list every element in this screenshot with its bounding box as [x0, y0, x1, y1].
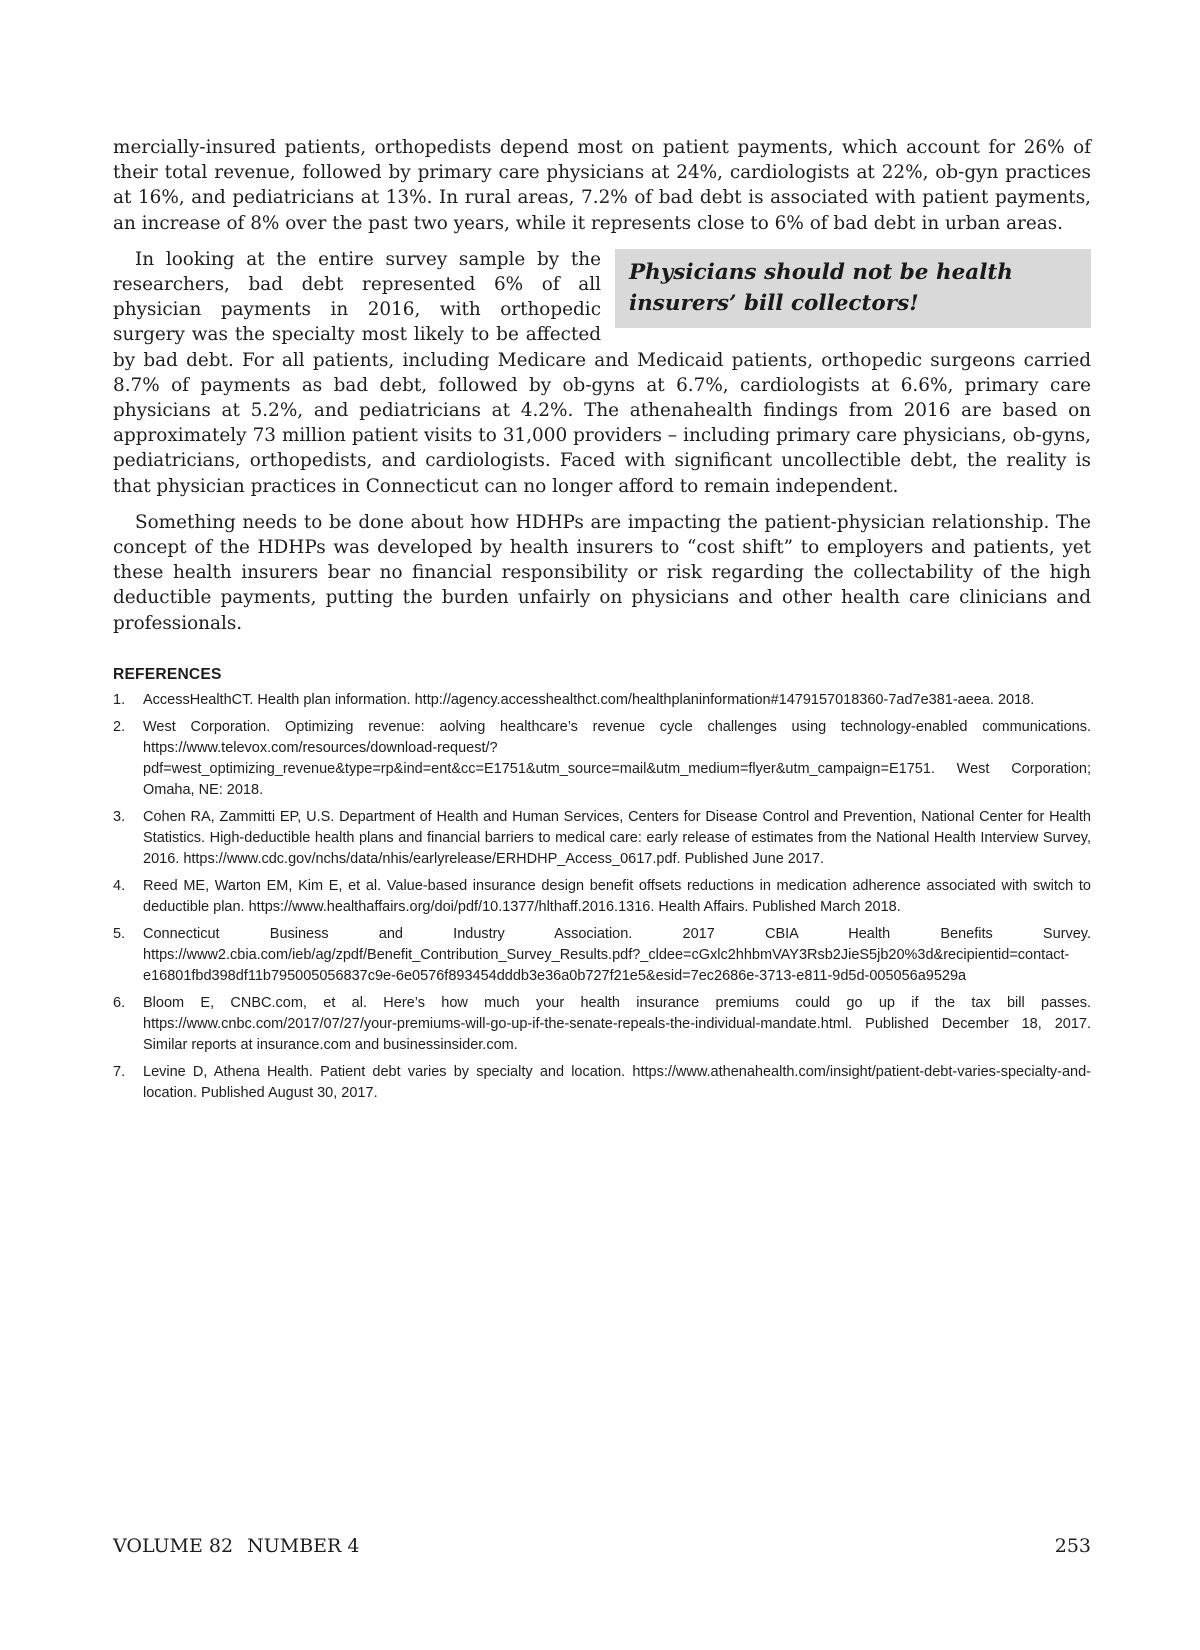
- reference-number: 1.: [113, 691, 126, 708]
- reference-list: [113, 690, 1091, 1104]
- body-paragraph-text: In looking at the entire survey sample by the researchers, bad debt represented 6% of all physician payments in 2016, with orthopedic surgery was the specialty most likely to be affected by bad debt. For all patients, including Medicare and Medicaid patients, orthopedic surgeons carried 8.7% of payments as bad debt, followed by ob-gyns at 6.7%, cardiologists at 6.6%, primary care physicians at 5.2%, and pediatricians at 4.2%. The athenahealth findings from 2016 are based on approximately 73 million patient visits to 31,000 providers – including primary care physicians, ob-gyns, pediatricians, orthopedists, and cardiologists. Faced with significant uncollectible debt, the reality is that physician practices in Connecticut can no longer afford to remain independent.: [113, 248, 1091, 497]
- reference-text: Levine D, Athena Health. Patient debt varies by specialty and location. https://www.athenahealth.com/insight/patient-debt-varies-specialty-and-location. Published August 30, 2017.: [143, 1063, 1091, 1101]
- pull-quote: Physicians should not be health insurers’ bill collectors!: [615, 249, 1091, 328]
- reference-item: [113, 690, 1091, 711]
- reference-item: [113, 876, 1091, 918]
- page-number: 253: [1054, 1535, 1091, 1557]
- issue-info: [113, 1535, 359, 1557]
- article-body: [113, 135, 1091, 1110]
- reference-text: West Corporation. Optimizing revenue: aolving healthcare’s revenue cycle challenges using technology-enabled communications. https://www.televox.com/resources/download-request/?pdf=west_optimizing_revenue&type=rp&ind=ent&cc=E1751&utm_source=mail&utm_medium=flyer&utm_campaign=E1751. West Corporation; Omaha, NE: 2018.: [143, 718, 1091, 798]
- reference-item: [113, 924, 1091, 987]
- reference-number: 3.: [113, 808, 126, 825]
- page-footer: [113, 1535, 1091, 1557]
- reference-text: Bloom E, CNBC.com, et al. Here’s how much your health insurance premiums could go up if the tax bill passes. https://www.cnbc.com/2017/07/27/your-premiums-will-go-up-if-the-senate-repeals-the-individual-mandate.html. Published December 18, 2017. Similar reports at insurance.com and businessinsider.com.: [143, 994, 1091, 1053]
- volume-label: VOLUME 82: [113, 1535, 234, 1557]
- body-paragraph: mercially-insured patients, orthopedists depend most on patient payments, which account for 26% of their total revenue, followed by primary care physicians at 24%, cardiologists at 22%, ob-gyn practices at 16%, and pediatricians at 13%. In rural areas, 7.2% of bad debt is associated with patient payments, an increase of 8% over the past two years, while it represents close to 6% of bad debt in urban areas.: [113, 137, 1091, 234]
- reference-item: [113, 1062, 1091, 1104]
- reference-text: AccessHealthCT. Health plan information. http://agency.accesshealthct.com/healthplaninformation#1479157018360-7ad7e381-aeea. 2018.: [143, 691, 1035, 708]
- reference-number: 5.: [113, 925, 126, 942]
- reference-number: 7.: [113, 1063, 126, 1080]
- reference-text: Cohen RA, Zammitti EP, U.S. Department of Health and Human Services, Centers for Disease Control and Prevention, National Center for Health Statistics. High-deductible health plans and financial barriers to medical care: early release of estimates from the National Health Interview Survey, 2016. https://www.cdc.gov/nchs/data/nhis/earlyrelease/ERHDHP_Access_0617.pdf. Published June 2017.: [143, 808, 1091, 867]
- reference-item: [113, 993, 1091, 1056]
- reference-text: Reed ME, Warton EM, Kim E, et al. Value-based insurance design benefit offsets reductions in medication adherence associated with switch to deductible plan. https://www.healthaffairs.org/doi/pdf/10.1377/hlthaff.2016.1316. Health Affairs. Published March 2018.: [143, 877, 1091, 915]
- reference-item: [113, 717, 1091, 801]
- references-heading: REFERENCES: [113, 665, 222, 683]
- reference-text: Connecticut Business and Industry Association. 2017 CBIA Health Benefits Survey. https://www2.cbia.com/ieb/ag/zpdf/Benefit_Contribution_Survey_Results.pdf?_cldee=cGxlc2hhbmVAY3Rsb2JieS5jb20%3d&recipientid=contact-e16801fbd398df11b795005056837c9e-6e0576f893454dddb3e36a0b727f21e5&esid=7ec2686e-3713-e811-9d5d-005056a9529a: [143, 925, 1091, 984]
- body-paragraph: Something needs to be done about how HDHPs are impacting the patient-physician relationship. The concept of the HDHPs was developed by health insurers to “cost shift” to employers and patients, yet these health insurers bear no financial responsibility or risk regarding the collectability of the high deductible payments, putting the burden unfairly on physicians and other health care clinicians and professionals.: [113, 511, 1091, 634]
- reference-number: 6.: [113, 994, 126, 1011]
- issue-number-label: NUMBER 4: [247, 1535, 360, 1557]
- reference-number: 4.: [113, 877, 126, 894]
- reference-item: [113, 807, 1091, 870]
- reference-number: 2.: [113, 718, 126, 735]
- body-paragraph: [113, 247, 1091, 499]
